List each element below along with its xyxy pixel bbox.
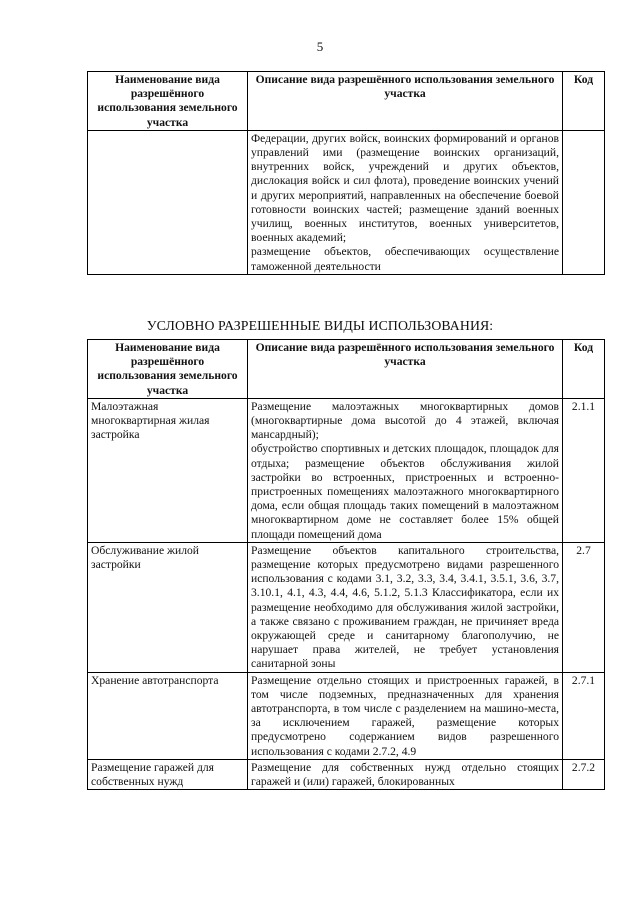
table-row [88, 398, 605, 542]
header-name: Наименование вида разрешённого использования земельного участка [88, 340, 248, 399]
row-description [248, 759, 563, 789]
row-description [248, 398, 563, 542]
description-paragraph: Размещение объектов капитального строительства, размещение которых предусмотрено видами разрешенного использования с кодами 3.1, 3.2, 3.3, 3.4, 3.4.1, 3.5.1, 3.6, 3.7, 3.10.1, 4.1, 4.3, 4.4, 4.6, 5.1.2, 5.1.3 Классификатора, если их размещение необходимо для обслуживания жилой застройки, а также связано с проживанием граждан, не причиняет вреда окружающей среде и санитарному благополучию, не нарушает права жителей, не требует установления санитарной зоны [251, 543, 559, 671]
row-code [563, 130, 605, 274]
header-name: Наименование вида разрешённого использования земельного участка [88, 72, 248, 131]
description-paragraph: Размещение для собственных нужд отдельно стоящих гаражей и (или) гаражей, блокированных [251, 760, 559, 789]
description-paragraph: Размещение малоэтажных многоквартирных домов (многоквартирные дома высотой до 4 этажей, включая мансардный); [251, 399, 559, 442]
row-code: 2.7.1 [563, 672, 605, 759]
table-row [88, 672, 605, 759]
row-name: Размещение гаражей для собственных нужд [88, 759, 248, 789]
row-code: 2.7.2 [563, 759, 605, 789]
page-number: 5 [316, 39, 324, 54]
row-name [88, 130, 248, 274]
row-code: 2.7 [563, 542, 605, 672]
row-description [248, 542, 563, 672]
conditional-uses-table [87, 339, 605, 790]
description-paragraph: Размещение отдельно стоящих и пристроенных гаражей, в том числе подземных, предназначенных для хранения автотранспорта, в том числе с разделением на машино-места, за исключением гаражей, размещение которых предусмотрено содержанием видов разрешенного использования с кодами 2.7.2, 4.9 [251, 673, 559, 758]
table-row [88, 130, 605, 274]
table-header-row [88, 340, 605, 399]
table-row [88, 759, 605, 789]
row-code: 2.1.1 [563, 398, 605, 542]
header-code: Код [563, 340, 605, 399]
header-description: Описание вида разрешённого использования земельного участка [248, 72, 563, 131]
row-name: Обслуживание жилой застройки [88, 542, 248, 672]
table-header-row [88, 72, 605, 131]
row-name: Хранение автотранспорта [88, 672, 248, 759]
permitted-uses-table-continued [87, 71, 605, 275]
header-code: Код [563, 72, 605, 131]
row-name: Малоэтажная многоквартирная жилая застройка [88, 398, 248, 542]
row-description [248, 130, 563, 274]
row-description [248, 672, 563, 759]
table-row [88, 542, 605, 672]
description-paragraph: размещение объектов, обеспечивающих осуществление таможенной деятельности [251, 245, 559, 273]
header-description: Описание вида разрешённого использования земельного участка [248, 340, 563, 399]
description-paragraph: Федерации, других войск, воинских формирований и органов управлений ими (размещение воинских организаций, внутренних войск, учреждений и других объектов, дислокация войск и сил флота), проведение воинских учений и других мероприятий, направленных на обеспечение боевой готовности воинских частей; размещение зданий военных училищ, военных институтов, военных университетов, военных академий; [251, 131, 559, 245]
section-title: УСЛОВНО РАЗРЕШЕННЫЕ ВИДЫ ИСПОЛЬЗОВАНИЯ: [146, 318, 494, 333]
description-paragraph: обустройство спортивных и детских площадок, площадок для отдыха; размещение объектов обслуживания жилой застройки во встроенных, пристроенных и встроенно-пристроенных помещениях малоэтажного многоквартирного дома, если общая площадь таких помещений в малоэтажном многоквартирном доме не составляет более 15% общей площади помещений дома [251, 442, 559, 541]
